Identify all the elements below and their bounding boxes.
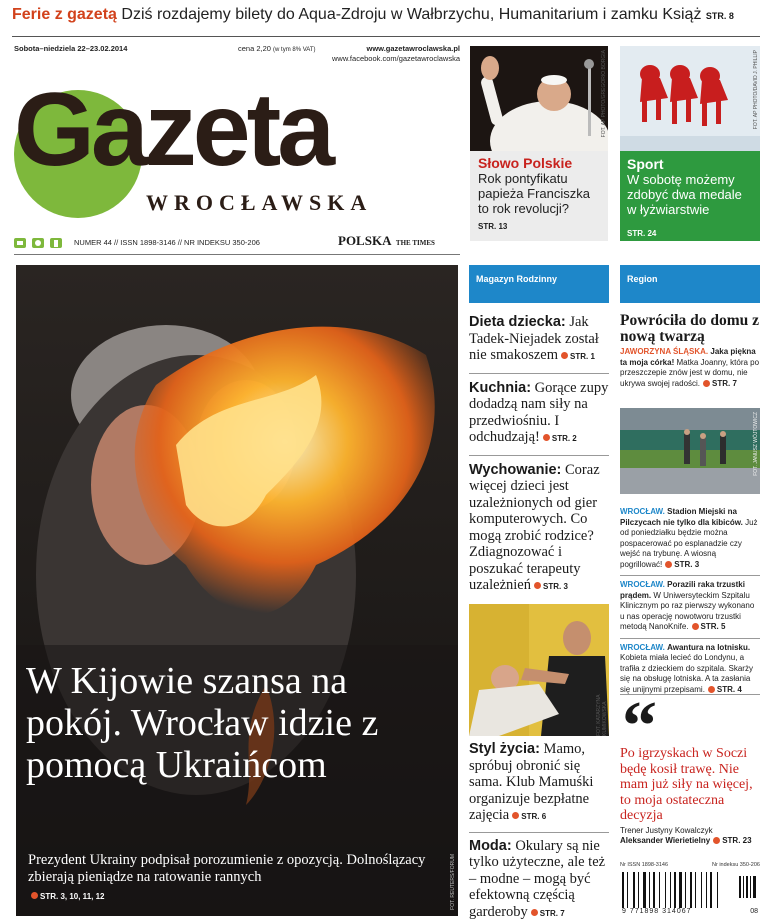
barcode-addon — [738, 876, 758, 898]
top-banner[interactable] — [12, 6, 764, 34]
teaser-right-box[interactable] — [620, 151, 760, 241]
header-icons — [14, 236, 70, 248]
teaser-left-box[interactable] — [470, 151, 608, 241]
region-divider — [620, 638, 760, 639]
selfdefense-photo-art — [469, 604, 609, 736]
teaser-left-str: STR. 13 — [478, 222, 508, 231]
barcode-bar — [679, 872, 682, 908]
quote-attr-role: Trener Justyny Kowalczyk — [620, 826, 713, 835]
skating-photo-art — [620, 46, 760, 151]
barcode-bar — [695, 872, 696, 908]
quote-attr-name: Aleksander Wierietielny STR. 23 — [620, 836, 752, 845]
main-photo-art — [16, 265, 458, 916]
quote-attribution — [620, 826, 762, 846]
selfdefense-photo-credit: FOT. KATARZYNA KUMIKOWSKA — [596, 694, 608, 736]
teaser-right-text: W sobotę możemy zdobyć dwa medale w łyżwiarstwie — [627, 172, 742, 217]
issue-date: Sobota–niedziela 22–23.02.2014 — [14, 44, 128, 53]
barcode-bar — [670, 872, 671, 908]
facebook-link[interactable]: www.facebook.com/gazetawroclawska — [332, 54, 460, 63]
barcode-bar — [622, 872, 624, 908]
teaser-right-str: STR. 24 — [627, 229, 657, 238]
barcode — [620, 862, 760, 918]
barcode-bar — [649, 872, 650, 908]
barcode-bar — [659, 872, 660, 908]
barcode-digits: 9 771898 314067 — [622, 908, 692, 915]
barcode-bar — [685, 872, 686, 908]
selfdefense-photo[interactable] — [469, 604, 609, 736]
pope-photo-credit: FOT. AP PHOTO/GREGORIO BORGIA — [601, 50, 607, 138]
barcode-bar — [706, 872, 707, 908]
region-divider — [620, 575, 760, 576]
header-divider — [14, 254, 460, 255]
stadium-photo[interactable] — [620, 408, 760, 494]
banner-lead: Ferie z gazetą — [12, 6, 117, 23]
barcode-bar — [710, 872, 712, 908]
platform-icons — [14, 237, 70, 249]
quote-marks-icon: “ — [622, 688, 657, 765]
magazyn-item[interactable]: Kuchnia: Gorące zupy dodadzą nam siły na przedwiośniu. I odchudzają! STR. 2 — [469, 379, 609, 445]
region-notes — [620, 507, 760, 695]
barcode-suffix: 08 — [750, 908, 758, 915]
masthead-logo[interactable] — [14, 72, 464, 224]
region-note[interactable]: WROCŁAW. Stadion Miejski na Pilczycach nie tylko dla kibiców. Już od poniedziałku będzie można pospacerować po esplanadzie czy wejść na trybunę. A wiosną pogrillować! STR. 3 — [620, 507, 758, 569]
issue-line: NUMER 44 // ISSN 1898-3146 // NR INDEKSU 350-206 — [74, 238, 260, 247]
partner-logo-sub: THE TIMES — [395, 239, 435, 247]
barcode-bar — [665, 872, 666, 908]
barcode-issn: Nr ISSN 1898-3146 — [620, 862, 668, 868]
partner-logo — [338, 232, 435, 250]
teaser-left-label: Słowo Polskie — [478, 155, 573, 171]
main-headline[interactable]: W Kijowie szansa na pokój. Wrocław idzie z pomocą Ukraińcom — [26, 660, 379, 786]
barcode-bar — [653, 872, 655, 908]
barcode-bar — [627, 872, 628, 908]
region-headline[interactable]: Powróciła do domu z nową twarzą — [620, 312, 760, 345]
magazyn-item[interactable]: Dieta dziecka: Jak Tadek-Niejadek został nie smakoszem STR. 1 — [469, 314, 599, 363]
barcode-bar — [643, 872, 646, 908]
magazyn-header[interactable]: Magazyn Rodzinny — [469, 265, 609, 303]
barcode-index: Nr indeksu 350-206 — [711, 862, 760, 868]
partner-logo-text: POLSKA — [338, 233, 392, 248]
teaser-left-text: Rok pontyfikatu papieża Franciszka to rok revolucji? — [478, 171, 590, 216]
main-lede — [28, 852, 448, 905]
pope-photo-art — [470, 46, 608, 151]
magazyn-items-lower — [469, 741, 609, 922]
price — [238, 44, 316, 53]
barcode-bar — [674, 872, 676, 908]
website-link[interactable]: www.gazetawroclawska.pl — [366, 44, 460, 53]
logo-sub: WROCŁAWSKA — [146, 190, 373, 215]
main-str: STR. 3, 10, 11, 12 — [28, 887, 448, 905]
barcode-labels — [620, 862, 760, 868]
teaser-right-label: Sport — [627, 156, 664, 172]
barcode-bar — [690, 872, 692, 908]
stadium-photo-credit: FOT. JANUSZ WÓJTOWICZ — [753, 412, 759, 476]
magazyn-divider — [469, 373, 609, 374]
stadium-photo-art — [620, 408, 760, 494]
barcode-bars — [622, 872, 734, 908]
region-note[interactable]: WROCŁAW. Awantura na lotnisku. Kobieta miała lecieć do Londynu, a trafiła z dzieckiem do szpitala. Skarży się na obsługę lotniska. A ta zasłania się unijnymi przepisami. STR. 4 — [620, 642, 753, 694]
banner-str: STR. 8 — [705, 11, 734, 21]
banner-divider — [12, 36, 760, 37]
magazyn-item[interactable]: Styl życia: Mamo, spróbuj obronić się sama. Klub Mamuśki organizuje bezpłatne zajęcia STR. 6 — [469, 741, 594, 823]
region-note[interactable]: WROCŁAW. Porazili raka trzustki prądem. W Uniwersyteckim Szpitalu Klinicznym po raz pierwszy wykonano u nas operację nowotworu trzustki metodą NanoKnife. STR. 5 — [620, 580, 755, 631]
region-lead[interactable]: JAWORZYNA ŚLĄSKA. Jaka piękna ta moja córka! Matka Joanny, która po przeszczepie znów jest w domu, nie ukrywa swojej radości. STR. 7 — [620, 347, 760, 388]
skating-photo-credit: FOT. AP PHOTO/DAVID J. PHILLIP — [753, 50, 759, 130]
main-photo[interactable] — [16, 265, 458, 916]
barcode-bar — [701, 872, 702, 908]
barcode-bar — [638, 872, 639, 908]
banner-text: Dziś rozdajemy bilety do Aqua-Zdroju w Wałbrzychu, Humanitarium i zamku Książ — [121, 6, 702, 23]
price-note: (w tym 8% VAT) — [273, 47, 316, 53]
magazyn-item[interactable]: Wychowanie: Coraz więcej dzieci jest uzależnionych od gier komputerowych. Co mogą zrobić rodzice? Zdiagnozować i poszukać terapeuty uzależnień STR. 3 — [469, 461, 600, 593]
main-photo-credit: FOT. REUTERS/FORUM — [450, 854, 456, 910]
magazyn-item[interactable]: Moda: Okulary są nie tylko użyteczne, ale też – modne – mogą być efektowną częścią garderoby STR. 7 — [469, 837, 606, 920]
barcode-bar — [717, 872, 718, 908]
region-header[interactable]: Region — [620, 265, 760, 303]
magazyn-divider — [469, 455, 609, 456]
magazyn-items — [469, 314, 609, 606]
pull-quote[interactable]: Po igrzyskach w Soczi będę kosił trawę. Nie mam już siły na więcej, to moja ostateczna decyzja — [620, 746, 753, 823]
main-lede-text: Prezydent Ukrainy podpisał porozumienie z opozycją. Dolnoślązacy zbierają pieniądze na ratowanie rannych — [28, 852, 426, 885]
skating-photo[interactable] — [620, 46, 760, 151]
pope-photo[interactable] — [470, 46, 608, 151]
logo-word: Gazeta — [14, 72, 332, 188]
barcode-bar — [633, 872, 635, 908]
magazyn-divider — [469, 832, 609, 833]
price-value: cena 2,20 — [238, 44, 271, 53]
